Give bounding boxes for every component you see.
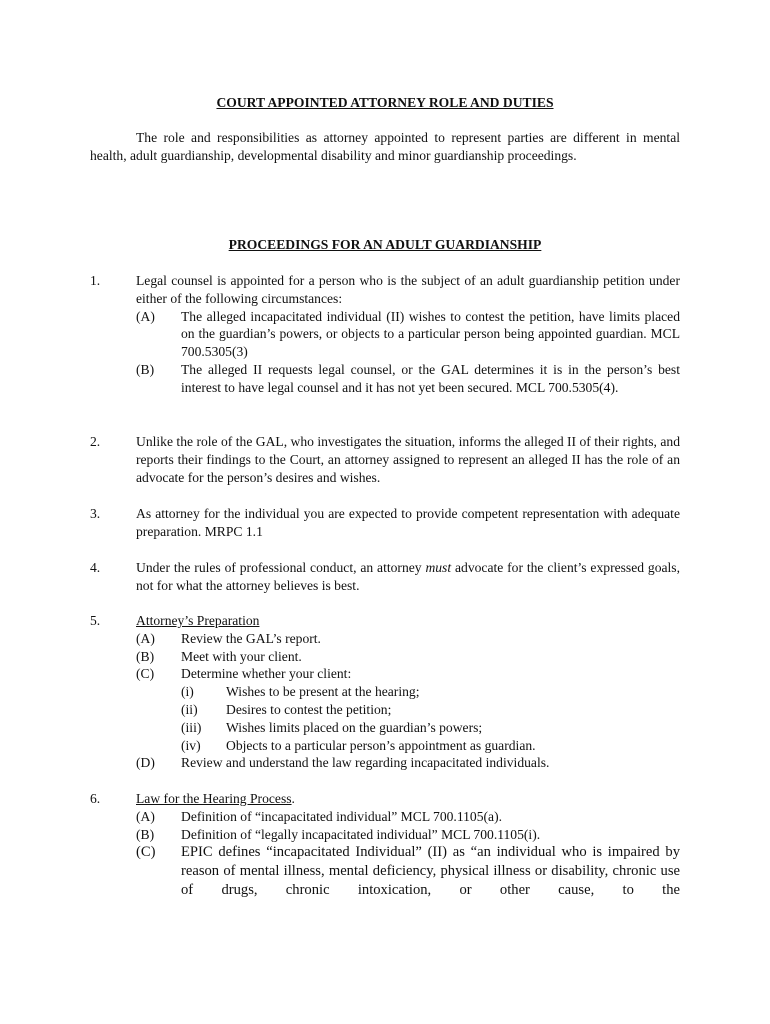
sub-item-label: (A) (136, 808, 155, 824)
item-text (136, 559, 680, 595)
sub-item-label: (D) (136, 755, 155, 771)
sub-item-b (136, 361, 680, 397)
sub-item-text: Definition of “legally incapacitated individual” MCL 700.1105(i). (181, 826, 541, 842)
sub-item-text: EPIC defines “incapacitated Individual” (II) as “an individual who is impaired by reason of mental illness, mental deficiency, physical illness or disability, chronic use of drugs, chronic intoxication, or other cause, to the (181, 844, 680, 899)
sub-item-text: Determine whether your client: (181, 666, 352, 682)
sub-sub-item-label: (iv) (181, 737, 201, 753)
sub-sub-item-iii (181, 719, 680, 737)
item-heading-suffix: . (291, 791, 295, 806)
sub-sub-item-text: Wishes to be present at the hearing; (226, 684, 420, 700)
item-number: 4. (90, 560, 101, 575)
sub-item-label: (A) (136, 630, 155, 646)
sub-item-label: (A) (136, 308, 155, 324)
item-number: 3. (90, 506, 101, 521)
sub-sub-item-text: Objects to a particular person’s appointment as guardian. (226, 737, 536, 753)
item-text-part: Under the rules of professional conduct, an attorney (136, 560, 426, 575)
sub-item-label: (C) (136, 666, 155, 682)
sub-item-text: Review the GAL’s report. (181, 630, 321, 646)
intro-paragraph: The role and responsibilities as attorney appointed to represent parties are different in mental health, adult guardianship, developmental disability and minor guardianship proceedings. (90, 130, 680, 163)
sub-item-b (136, 826, 680, 844)
sub-sub-item-text: Wishes limits placed on the guardian’s powers; (226, 719, 483, 735)
sub-item-a (136, 630, 680, 648)
sub-item-d (136, 754, 680, 772)
sub-item-text: The alleged incapacitated individual (II) wishes to contest the petition, have limits placed on the guardian’s powers, or objects to a particular person being appointed guardian. MCL 700.5305(3) (181, 308, 680, 360)
sub-item-label: (B) (136, 361, 155, 377)
item-text-emphasis: must (425, 560, 452, 575)
sub-item-b (136, 648, 680, 666)
item-number: 6. (90, 791, 101, 806)
list-item-2 (90, 433, 680, 486)
sub-sub-item-label: (iii) (181, 719, 202, 735)
sub-sub-item-text: Desires to contest the petition; (226, 701, 392, 717)
list-item-6 (90, 790, 680, 900)
sub-item-label: (C) (136, 844, 156, 861)
item-heading-text: Law for the Hearing Process (136, 791, 292, 806)
list-item-5 (90, 612, 680, 772)
list-item-4 (90, 559, 680, 595)
item-number: 5. (90, 613, 101, 628)
sub-item-text: Meet with your client. (181, 648, 302, 664)
sub-sub-item-label: (i) (181, 684, 194, 700)
sub-sub-item-label: (ii) (181, 701, 198, 717)
item-heading (136, 790, 680, 808)
list-item-1 (90, 272, 680, 397)
document-title: COURT APPOINTED ATTORNEY ROLE AND DUTIES (216, 95, 554, 110)
sub-item-text: Review and understand the law regarding incapacitated individuals. (181, 755, 550, 771)
item-number: 2. (90, 434, 101, 449)
list-item-3 (90, 505, 680, 541)
section-heading: PROCEEDINGS FOR AN ADULT GUARDIANSHIP (228, 237, 542, 252)
sub-item-label: (B) (136, 648, 155, 664)
sub-item-a (136, 308, 680, 361)
item-text: Unlike the role of the GAL, who investigates the situation, informs the alleged II of their rights, and reports their findings to the Court, an attorney assigned to represent an alleged II has the role of an advocate for the person’s desires and wishes. (136, 434, 680, 485)
item-heading: Attorney’s Preparation (136, 613, 260, 628)
item-text: Legal counsel is appointed for a person who is the subject of an adult guardianship petition under either of the following circumstances: (136, 273, 680, 306)
sub-item-text: Definition of “incapacitated individual” MCL 700.1105(a). (181, 808, 502, 824)
sub-sub-item-ii (181, 701, 680, 719)
item-text: As attorney for the individual you are expected to provide competent representation with adequate preparation. MRPC 1.1 (136, 506, 680, 539)
sub-item-a (136, 808, 680, 826)
item-text-part: advocate for the client’s expressed goals, not for what the attorney believes is best. (136, 560, 680, 593)
sub-item-c (136, 665, 680, 754)
sub-item-text: The alleged II requests legal counsel, or the GAL determines it is in the person’s best interest to have legal counsel and it has not yet been secured. MCL 700.5305(4). (181, 361, 680, 395)
item-number: 1. (90, 273, 101, 288)
sub-item-c (136, 843, 680, 900)
sub-sub-item-iv (181, 737, 680, 755)
sub-sub-item-i (181, 683, 680, 701)
sub-item-label: (B) (136, 826, 155, 842)
